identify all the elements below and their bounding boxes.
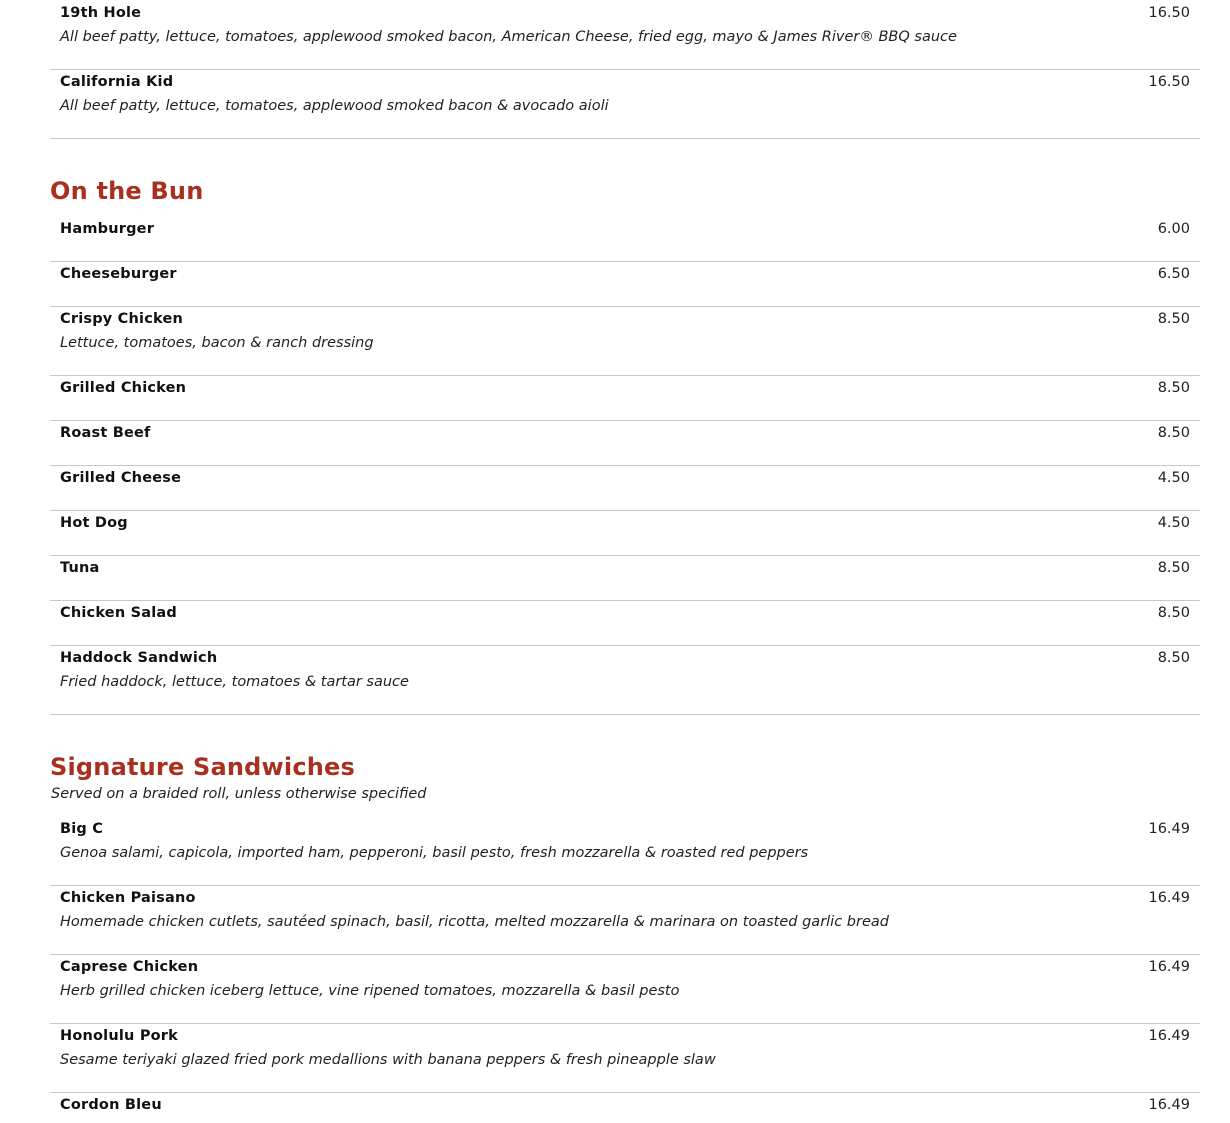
menu-item [50,421,1200,466]
item-name: Hamburger [60,221,155,237]
section-title-signature-sandwiches: Signature Sandwiches [50,753,356,781]
item-description: Herb grilled chicken iceberg lettuce, vine ripened tomatoes, mozzarella & basil pesto [60,983,680,999]
menu-item [50,886,1200,955]
menu-item [50,817,1200,886]
item-name: Roast Beef [60,425,151,441]
item-name: Grilled Chicken [60,380,187,396]
item-price: 8.50 [1157,425,1190,441]
on-the-bun-section [50,217,1200,715]
item-name: Cordon Bleu [60,1097,162,1113]
item-name: Crispy Chicken [60,311,184,327]
item-price: 16.49 [1148,821,1190,837]
burgers-section [50,1,1200,139]
item-name: Chicken Salad [60,605,177,621]
item-name: Caprese Chicken [60,959,199,975]
item-name: Grilled Cheese [60,470,182,486]
item-price: 4.50 [1157,515,1190,531]
menu-item [50,1024,1200,1093]
item-price: 6.00 [1157,221,1190,237]
item-price: 6.50 [1157,266,1190,282]
signature-sandwiches-section [50,817,1200,1123]
menu-item [50,376,1200,421]
item-price: 16.50 [1148,5,1190,21]
item-name: Honolulu Pork [60,1028,178,1044]
menu-item [50,307,1200,376]
menu-item [50,556,1200,601]
item-name: Cheeseburger [60,266,177,282]
item-price: 16.49 [1148,959,1190,975]
menu-item [50,262,1200,307]
item-description: Lettuce, tomatoes, bacon & ranch dressing [60,335,374,351]
menu-item [50,955,1200,1024]
item-description: Genoa salami, capicola, imported ham, pepperoni, basil pesto, fresh mozzarella & roasted red peppers [60,845,809,861]
item-price: 16.49 [1148,890,1190,906]
item-description: Homemade chicken cutlets, sautéed spinach, basil, ricotta, melted mozzarella & marinara on toasted garlic bread [60,914,889,930]
item-price: 8.50 [1157,311,1190,327]
item-price: 8.50 [1157,605,1190,621]
item-price: 16.49 [1148,1028,1190,1044]
item-name: Chicken Paisano [60,890,196,906]
item-price: 8.50 [1157,650,1190,666]
menu-item [50,466,1200,511]
item-description: All beef patty, lettuce, tomatoes, applewood smoked bacon, American Cheese, fried egg, mayo & James River® BBQ sauce [60,29,957,45]
menu-item [50,1,1200,70]
item-description: Sesame teriyaki glazed fried pork medallions with banana peppers & fresh pineapple slaw [60,1052,716,1068]
section-subtitle: Served on a braided roll, unless otherwise specified [51,786,427,802]
menu-item [50,1093,1200,1123]
item-price: 16.50 [1148,74,1190,90]
item-price: 16.49 [1148,1097,1190,1113]
item-description: Fried haddock, lettuce, tomatoes & tartar sauce [60,674,409,690]
section-title-on-the-bun: On the Bun [50,177,204,205]
item-name: California Kid [60,74,174,90]
item-description: All beef patty, lettuce, tomatoes, applewood smoked bacon & avocado aioli [60,98,609,114]
item-name: Haddock Sandwich [60,650,218,666]
item-name: 19th Hole [60,5,142,21]
menu-item [50,217,1200,262]
item-price: 4.50 [1157,470,1190,486]
menu-item [50,601,1200,646]
item-name: Tuna [60,560,100,576]
item-name: Big C [60,821,104,837]
item-name: Hot Dog [60,515,128,531]
item-price: 8.50 [1157,560,1190,576]
menu-item [50,646,1200,715]
menu-item [50,70,1200,139]
menu-item [50,511,1200,556]
item-price: 8.50 [1157,380,1190,396]
